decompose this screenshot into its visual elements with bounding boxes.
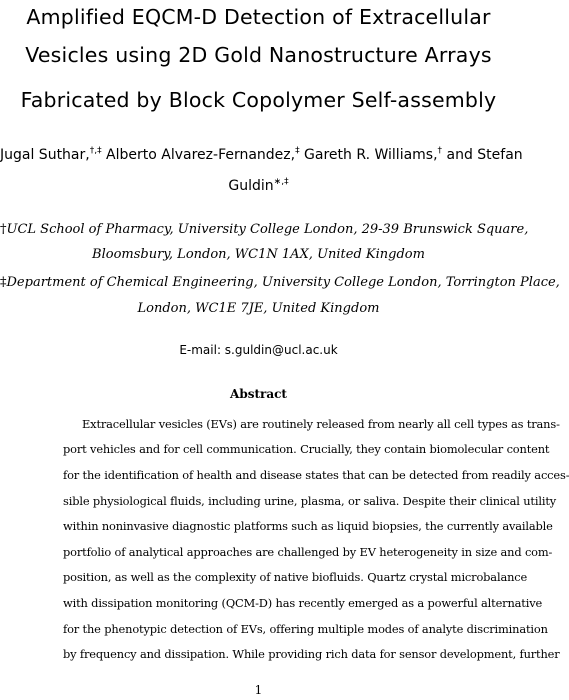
author-list-line-2 — [0, 178, 517, 194]
abstract-line: with dissipation monitoring (QCM-D) has recently emerged as a powerful alternative — [63, 596, 543, 610]
abstract-line: sible physiological fluids, including urine, plasma, or saliva. Despite their clinical utility — [63, 494, 557, 508]
author-name: Gareth R. Williams, — [299, 147, 438, 163]
title-line-2: Vesicles using 2D Gold Nanostructure Arrays — [25, 43, 492, 67]
abstract-line: by frequency and dissipation. While providing rich data for sensor development, further — [63, 647, 560, 661]
title-line-3: Fabricated by Block Copolymer Self-assembly — [20, 88, 497, 112]
page-number: 1 — [254, 683, 263, 697]
title-line-1: Amplified EQCM-D Detection of Extracellular — [26, 5, 491, 29]
author-name: Guldin — [228, 178, 274, 194]
abstract-line: for the phenotypic detection of EVs, offering multiple modes of analyte discrimination — [63, 622, 548, 636]
author-affiliation-marks: ‡ — [295, 146, 300, 156]
abstract-line: within noninvasive diagnostic platforms such as liquid biopsies, the currently available — [63, 519, 553, 533]
affiliation-mark: † — [0, 222, 7, 237]
abstract-heading: Abstract — [230, 387, 287, 401]
abstract-line: Extracellular vesicles (EVs) are routinely released from nearly all cell types as trans- — [82, 417, 560, 431]
affiliation-mark: ‡ — [0, 275, 7, 290]
affiliation-2-line-1: ‡Department of Chemical Engineering, University College London, Torrington Place, — [0, 275, 560, 290]
author-list-line-1 — [0, 146, 523, 163]
affiliation-1-line-1: †UCL School of Pharmacy, University College London, 29-39 Brunswick Square, — [0, 222, 529, 237]
abstract-line: port vehicles and for cell communication. Crucially, they contain biomolecular content — [63, 442, 550, 456]
abstract-line: position, as well as the complexity of native biofluids. Quartz crystal microbalance — [63, 570, 528, 584]
author-name: Jugal Suthar, — [0, 147, 90, 163]
abstract-line: for the identification of health and disease states that can be detected from readily acces- — [63, 468, 569, 482]
author-affiliation-marks: ∗,‡ — [273, 177, 289, 187]
author-name: Alberto Alvarez-Fernandez, — [101, 147, 296, 163]
affiliation-2-line-2: London, WC1E 7JE, United Kingdom — [137, 301, 380, 316]
author-affiliation-marks: † — [437, 146, 443, 156]
abstract-line: portfolio of analytical approaches are challenged by EV heterogeneity in size and com- — [63, 545, 553, 559]
author-affiliation-marks: †,‡ — [89, 146, 102, 156]
author-name: and Stefan — [442, 147, 523, 163]
corresponding-email: E-mail: s.guldin@ucl.ac.uk — [179, 343, 338, 357]
affiliation-1-line-2: Bloomsbury, London, WC1N 1AX, United Kingdom — [92, 247, 425, 262]
